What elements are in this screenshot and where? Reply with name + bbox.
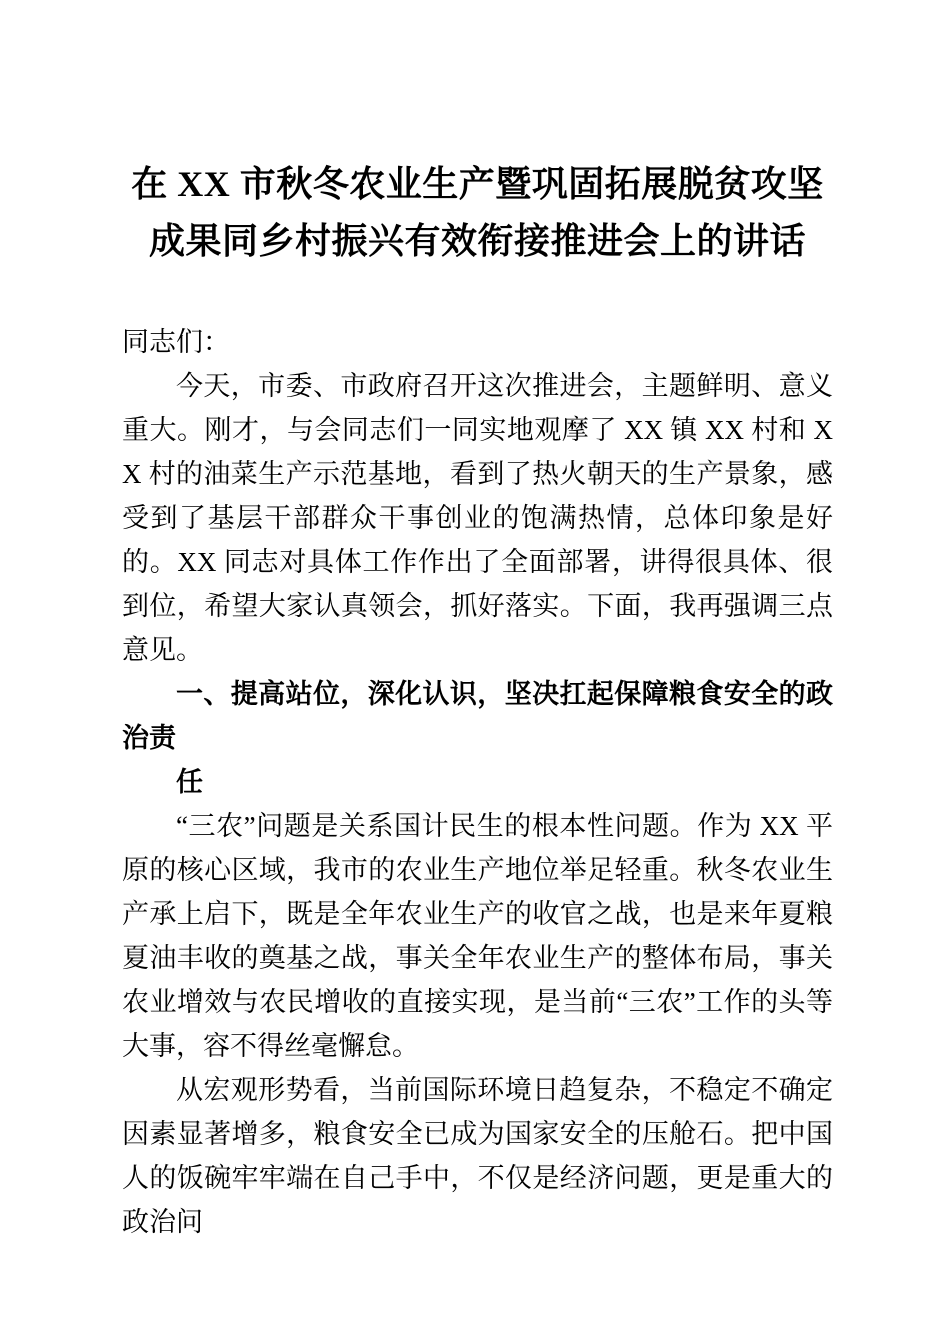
paragraph-macro-situation: 从宏观形势看，当前国际环境日趋复杂，不稳定不确定因素显著增多，粮食安全已成为国家安全的压舱石。把中国人的饭碗牢牢端在自己手中，不仅是经济问题，更是重大的政治问 — [122, 1075, 833, 1237]
section-heading-1: 一、提高站位，深化认识，坚决扛起保障粮食安全的政治责 — [122, 679, 833, 753]
section-heading-1-tail: 任 — [176, 767, 203, 797]
document-title: 在 XX 市秋冬农业生产暨巩固拓展脱贫攻坚成果同乡村振兴有效衔接推进会上的讲话 — [131, 164, 824, 261]
paragraph-opening: 今天，市委、市政府召开这次推进会，主题鲜明、意义重大。刚才，与会同志们一同实地观摩了 XX 镇 XX 村和 XX 村的油菜生产示范基地，看到了热火朝天的生产景象，感受到了基层干部群众干事创业的饱满热情，总体印象是好的。XX 同志对具体工作作出了全面部署，讲得很具体、很到位，希望大家认真领会，抓好落实。下面，我再强调三点意见。 — [122, 371, 833, 665]
salutation: 同志们： — [122, 327, 230, 357]
paragraph-sannong: “三农”问题是关系国计民生的根本性问题。作为 XX 平原的核心区域，我市的农业生产地位举足轻重。秋冬农业生产承上启下，既是全年农业生产的收官之战，也是来年夏粮夏油丰收的奠基之战，事关全年农业生产的整体布局，事关农业增效与农民增收的直接实现，是当前“三农”工作的头等大事，容不得丝毫懈怠。 — [122, 811, 833, 1061]
